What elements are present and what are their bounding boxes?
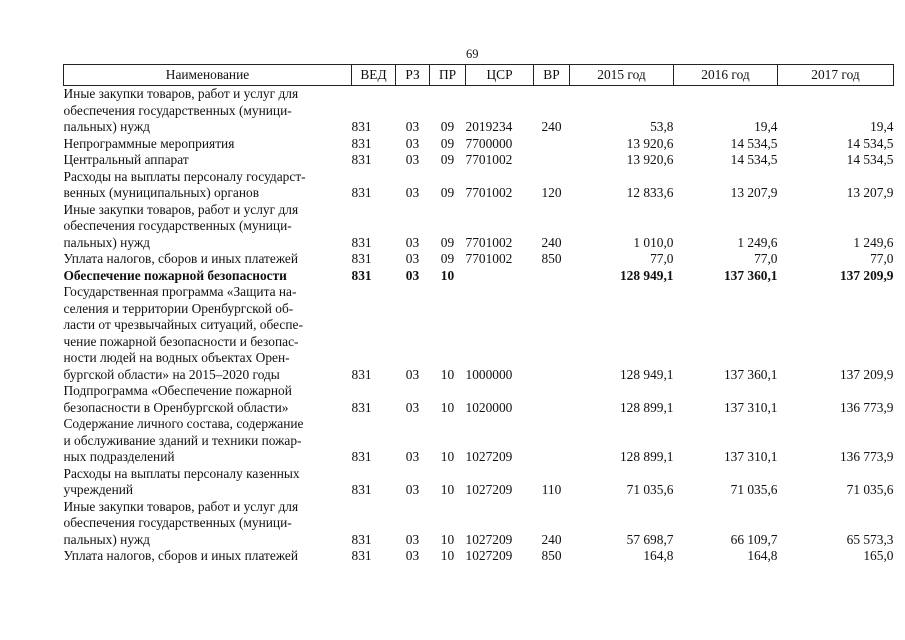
row-csr: 1000000 <box>465 366 513 382</box>
row-pr: 09 <box>440 185 455 200</box>
row-csr: 1020000 <box>465 399 513 415</box>
row-name <box>64 416 352 466</box>
page-number: 69 <box>466 47 479 61</box>
table-row <box>64 416 894 466</box>
row-2015: 1 010,0 <box>633 234 674 250</box>
row-name <box>64 169 352 202</box>
row-pr: 10 <box>440 267 455 283</box>
row-csr <box>466 268 534 285</box>
row-vr: 240 <box>541 234 562 250</box>
row-name-line: пальных) нужд <box>63 531 150 547</box>
row-name-line: пальных) нужд <box>63 234 150 250</box>
row-2015: 13 920,6 <box>626 152 674 167</box>
table-header-row <box>64 65 894 86</box>
row-vr: 240 <box>541 531 562 547</box>
row-name-line: венных (муниципальных) органов <box>63 185 260 200</box>
row-rz: 03 <box>405 135 420 151</box>
row-name <box>64 268 352 285</box>
row-vr: 240 <box>541 119 562 134</box>
row-name-line: Подпрограмма «Обеспечение пожарной <box>63 383 292 398</box>
row-ved: 831 <box>351 399 372 415</box>
row-2016: 137 310,1 <box>723 449 778 464</box>
table-row <box>64 466 894 499</box>
row-ved: 831 <box>351 185 372 200</box>
row-2017: 137 209,9 <box>839 267 894 283</box>
row-name-line: бургской области» на 2015–2020 годы <box>63 366 280 382</box>
table-row <box>64 202 894 252</box>
row-ved: 831 <box>351 234 372 250</box>
row-2016: 137 360,1 <box>723 366 778 382</box>
row-name <box>64 466 352 499</box>
row-name-line: Содержание личного состава, содержание <box>63 416 304 431</box>
row-name-line: Уплата налогов, сборов и иных платежей <box>63 548 299 563</box>
row-2017: 13 207,9 <box>846 185 894 200</box>
row-name-line: Государственная программа «Защита на- <box>63 284 297 299</box>
row-vr <box>534 268 570 285</box>
row-name <box>64 251 352 268</box>
row-2016: 137 310,1 <box>723 399 778 415</box>
row-csr: 1027209 <box>465 548 513 563</box>
row-ved: 831 <box>351 548 372 563</box>
header-rz: РЗ <box>396 65 430 86</box>
row-2015: 164,8 <box>643 548 674 563</box>
header-2017: 2017 год <box>778 65 894 86</box>
table-row <box>64 136 894 153</box>
row-ved: 831 <box>351 152 372 167</box>
row-vr <box>534 416 570 466</box>
header-pr: ПР <box>430 65 466 86</box>
row-2015: 53,8 <box>650 119 674 134</box>
row-vr <box>534 152 570 169</box>
row-name-line: Расходы на выплаты персоналу казенных <box>63 465 300 481</box>
row-ved: 831 <box>351 449 372 464</box>
header-vr: ВР <box>534 65 570 86</box>
row-2017: 77,0 <box>870 251 894 266</box>
row-csr: 1027209 <box>465 482 513 497</box>
row-name-line: безопасности в Оренбургской области» <box>63 399 289 415</box>
row-2017: 14 534,5 <box>846 152 894 167</box>
row-name-line: ных подразделений <box>63 449 175 464</box>
row-2016: 1 249,6 <box>737 234 778 250</box>
row-rz: 03 <box>405 531 420 547</box>
row-2016: 77,0 <box>754 251 778 266</box>
row-pr: 10 <box>440 366 455 382</box>
row-vr <box>534 383 570 416</box>
row-ved: 831 <box>351 482 372 497</box>
row-name-line: обеспечения государственных (муници- <box>63 515 292 530</box>
row-2017: 1 249,6 <box>853 234 894 250</box>
row-csr: 7701002 <box>465 234 513 250</box>
row-vr: 850 <box>541 548 562 563</box>
table-row <box>64 284 894 383</box>
header-2015: 2015 год <box>570 65 674 86</box>
row-rz: 03 <box>405 366 420 382</box>
row-name <box>64 548 352 565</box>
row-2017: 65 573,3 <box>846 531 894 547</box>
table-row <box>64 251 894 268</box>
row-pr: 10 <box>440 399 455 415</box>
row-name-line: Уплата налогов, сборов и иных платежей <box>63 251 299 266</box>
row-name-line: Иные закупки товаров, работ и услуг для <box>63 86 299 101</box>
header-csr: ЦСР <box>466 65 534 86</box>
row-2015: 128 949,1 <box>619 267 674 283</box>
row-2017: 71 035,6 <box>846 482 894 497</box>
row-pr: 10 <box>440 548 455 563</box>
row-pr: 10 <box>440 449 455 464</box>
row-name <box>64 499 352 549</box>
row-name-line: ности людей на водных объектах Орен- <box>63 350 290 365</box>
row-2015: 57 698,7 <box>626 531 674 547</box>
table-row <box>64 499 894 549</box>
row-pr: 09 <box>440 135 455 151</box>
row-2016: 137 360,1 <box>723 267 778 283</box>
row-2015: 128 949,1 <box>619 366 674 382</box>
row-rz: 03 <box>405 251 420 266</box>
row-pr: 09 <box>440 234 455 250</box>
row-name-line: пальных) нужд <box>63 119 150 134</box>
row-rz: 03 <box>405 185 420 200</box>
row-name <box>64 284 352 383</box>
row-name-line: селения и территории Оренбургской об- <box>63 300 294 316</box>
row-ved: 831 <box>351 119 372 134</box>
row-2015: 13 920,6 <box>626 135 674 151</box>
row-name <box>64 136 352 153</box>
row-name-line: Иные закупки товаров, работ и услуг для <box>63 498 299 514</box>
row-vr: 120 <box>541 185 562 200</box>
row-pr: 10 <box>440 531 455 547</box>
row-2016: 14 534,5 <box>730 152 778 167</box>
row-2017: 165,0 <box>863 548 894 563</box>
row-name <box>64 86 352 136</box>
row-rz: 03 <box>405 152 420 167</box>
row-name-line: обеспечения государственных (муници- <box>63 218 292 233</box>
row-2016: 66 109,7 <box>730 531 778 547</box>
row-vr: 110 <box>541 482 562 497</box>
row-rz: 03 <box>405 399 420 415</box>
budget-table <box>63 64 894 565</box>
row-2015: 128 899,1 <box>619 399 674 415</box>
row-rz: 03 <box>405 267 420 283</box>
row-name-line: Непрограммные мероприятия <box>63 135 235 151</box>
row-csr: 2019234 <box>465 119 513 134</box>
row-csr: 7701002 <box>465 251 513 266</box>
row-2017: 136 773,9 <box>839 399 894 415</box>
row-name-line: Центральный аппарат <box>63 152 189 167</box>
header-name: Наименование <box>64 65 352 86</box>
table-row <box>64 86 894 136</box>
row-pr: 09 <box>440 152 455 167</box>
table-row <box>64 152 894 169</box>
row-2015: 71 035,6 <box>626 482 674 497</box>
row-name-line: Иные закупки товаров, работ и услуг для <box>63 201 299 217</box>
row-pr: 09 <box>440 119 455 134</box>
row-ved: 831 <box>351 267 372 283</box>
header-2016: 2016 год <box>674 65 778 86</box>
row-rz: 03 <box>405 482 420 497</box>
row-rz: 03 <box>405 548 420 563</box>
row-pr: 10 <box>440 482 455 497</box>
row-2017: 14 534,5 <box>846 135 894 151</box>
row-ved: 831 <box>351 251 372 266</box>
row-csr: 7700000 <box>465 135 513 151</box>
table-row <box>64 169 894 202</box>
row-ved: 831 <box>351 366 372 382</box>
table-row <box>64 383 894 416</box>
row-name-line: учреждений <box>63 482 134 497</box>
row-name-line: обеспечения государственных (муници- <box>63 102 292 118</box>
row-name <box>64 152 352 169</box>
row-rz: 03 <box>405 234 420 250</box>
row-2016: 13 207,9 <box>730 185 778 200</box>
row-csr: 7701002 <box>465 185 513 200</box>
row-name-line: Обеспечение пожарной безопасности <box>63 267 287 283</box>
row-2017: 136 773,9 <box>839 449 894 464</box>
table-row <box>64 268 894 285</box>
row-pr: 09 <box>440 251 455 266</box>
table-body <box>64 86 894 565</box>
row-rz: 03 <box>405 119 420 134</box>
row-ved: 831 <box>351 135 372 151</box>
row-vr <box>534 284 570 383</box>
row-2017: 137 209,9 <box>839 366 894 382</box>
row-name-line: и обслуживание зданий и техники пожар- <box>63 432 302 448</box>
row-csr: 1027209 <box>465 531 513 547</box>
row-csr: 7701002 <box>465 152 513 167</box>
row-2016: 14 534,5 <box>730 135 778 151</box>
row-vr: 850 <box>541 251 562 266</box>
row-2017: 19,4 <box>870 119 894 134</box>
row-2016: 19,4 <box>754 119 778 134</box>
row-name <box>64 383 352 416</box>
row-name-line: ласти от чрезвычайных ситуаций, обеспе- <box>63 317 303 332</box>
row-2015: 77,0 <box>650 251 674 266</box>
row-ved: 831 <box>351 531 372 547</box>
row-name <box>64 202 352 252</box>
row-name-line: Расходы на выплаты персоналу государст- <box>63 168 306 184</box>
header-ved: ВЕД <box>352 65 396 86</box>
row-2016: 71 035,6 <box>730 482 778 497</box>
row-2015: 12 833,6 <box>626 185 674 200</box>
row-2016: 164,8 <box>747 548 778 563</box>
table-row <box>64 548 894 565</box>
row-name-line: чение пожарной безопасности и безопас- <box>63 333 299 349</box>
row-csr: 1027209 <box>465 449 513 464</box>
row-rz: 03 <box>405 449 420 464</box>
row-vr <box>534 136 570 153</box>
row-2015: 128 899,1 <box>619 449 674 464</box>
